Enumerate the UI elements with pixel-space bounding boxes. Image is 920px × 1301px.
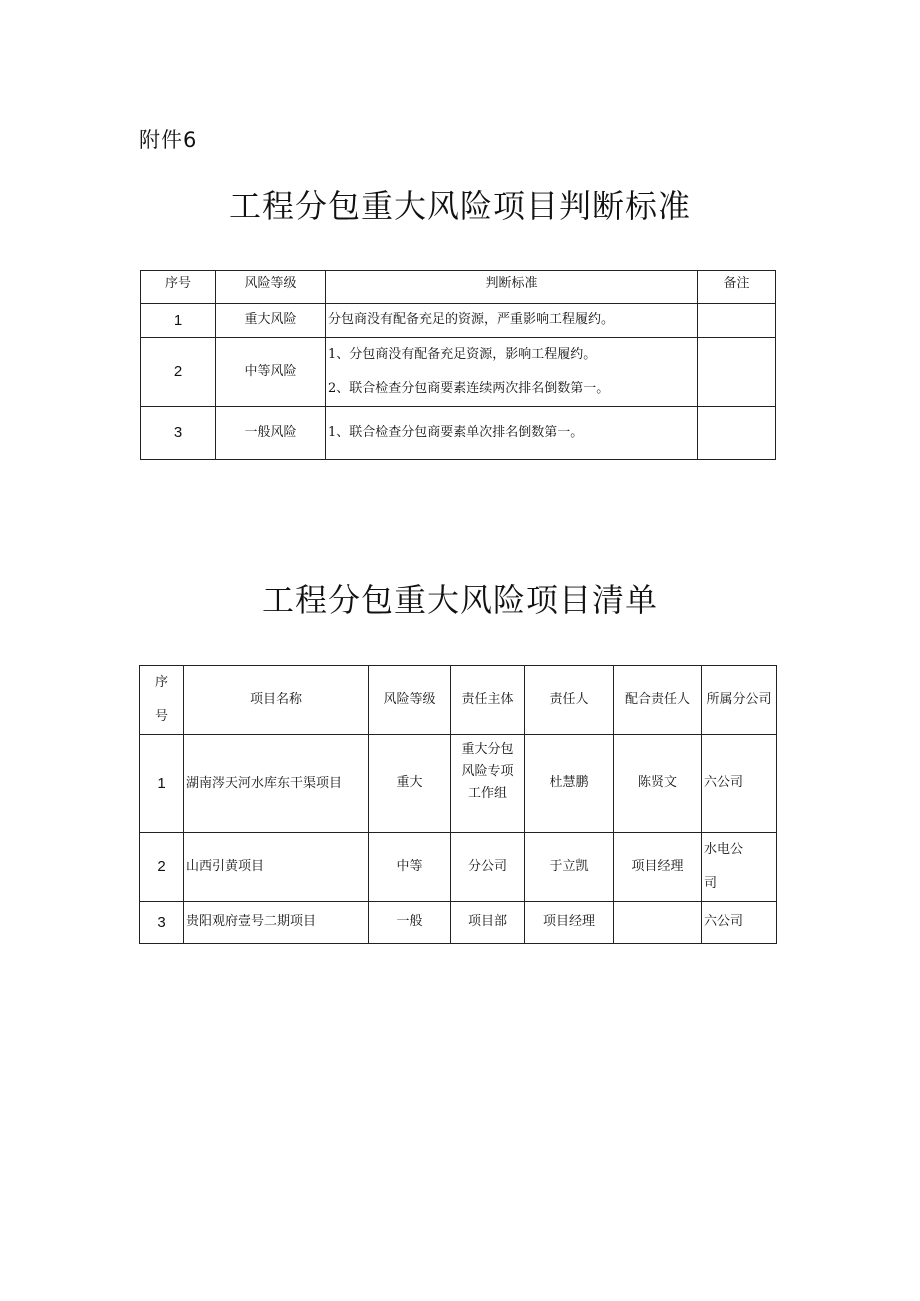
header-entity: 责任主体: [451, 666, 525, 735]
criteria-header-row: [141, 271, 776, 304]
header-no: 序号: [140, 666, 184, 735]
row-entity: 分公司: [451, 833, 525, 902]
header-remark: 备注: [698, 271, 776, 304]
row-branch: 六公司: [702, 735, 777, 833]
row-level: 一般风险: [216, 407, 326, 460]
row-no: 1: [140, 735, 184, 833]
row-person: 杜慧鹏: [525, 735, 614, 833]
row-level: 中等风险: [216, 338, 326, 407]
row-no: 3: [140, 902, 184, 944]
header-no: 序号: [141, 271, 216, 304]
row-entity: 重大分包风险专项工作组: [451, 735, 525, 833]
table-row: [141, 304, 776, 338]
attachment-label: 附件6: [139, 128, 198, 152]
row-project: 湖南涔天河水库东干渠项目: [184, 735, 369, 833]
list-header-row: [140, 666, 777, 735]
header-branch: 所属分公司: [702, 666, 777, 735]
row-criteria: [326, 338, 698, 407]
row-level: 中等: [369, 833, 451, 902]
header-person: 责任人: [525, 666, 614, 735]
row-no: 1: [141, 304, 216, 338]
header-assistant: 配合责任人: [614, 666, 702, 735]
row-remark: [698, 407, 776, 460]
list-table: [139, 665, 777, 944]
header-level: 风险等级: [216, 271, 326, 304]
row-assistant: 项目经理: [614, 833, 702, 902]
row-no: 3: [141, 407, 216, 460]
row-entity: 项目部: [451, 902, 525, 944]
row-project: 山西引黄项目: [184, 833, 369, 902]
row-no: 2: [140, 833, 184, 902]
criteria-table: [140, 270, 776, 460]
row-assistant: [614, 902, 702, 944]
table-row: [141, 338, 776, 407]
row-level: 重大风险: [216, 304, 326, 338]
list-title: 工程分包重大风险项目清单: [261, 581, 658, 619]
row-level: 一般: [369, 902, 451, 944]
criteria-line: 1、分包商没有配备充足资源，影响工程履约。: [328, 347, 597, 362]
criteria-title: 工程分包重大风险项目判断标准: [228, 187, 691, 225]
table-row: [140, 902, 777, 944]
row-person: 项目经理: [525, 902, 614, 944]
row-criteria: 1、联合检查分包商要素单次排名倒数第一。: [326, 407, 698, 460]
table-row: [140, 833, 777, 902]
row-no: 2: [141, 338, 216, 407]
criteria-line: 2、联合检查分包商要素连续两次排名倒数第一。: [328, 381, 610, 396]
row-criteria: 分包商没有配备充足的资源，严重影响工程履约。: [326, 304, 698, 338]
row-project: 贵阳观府壹号二期项目: [184, 902, 369, 944]
header-project: 项目名称: [184, 666, 369, 735]
header-criteria: 判断标准: [326, 271, 698, 304]
table-row: [141, 407, 776, 460]
header-level: 风险等级: [369, 666, 451, 735]
row-level: 重大: [369, 735, 451, 833]
table-row: [140, 735, 777, 833]
row-branch: 水电公司: [702, 833, 777, 902]
row-assistant: 陈贤文: [614, 735, 702, 833]
row-remark: [698, 304, 776, 338]
row-remark: [698, 338, 776, 407]
row-branch: 六公司: [702, 902, 777, 944]
row-person: 于立凯: [525, 833, 614, 902]
